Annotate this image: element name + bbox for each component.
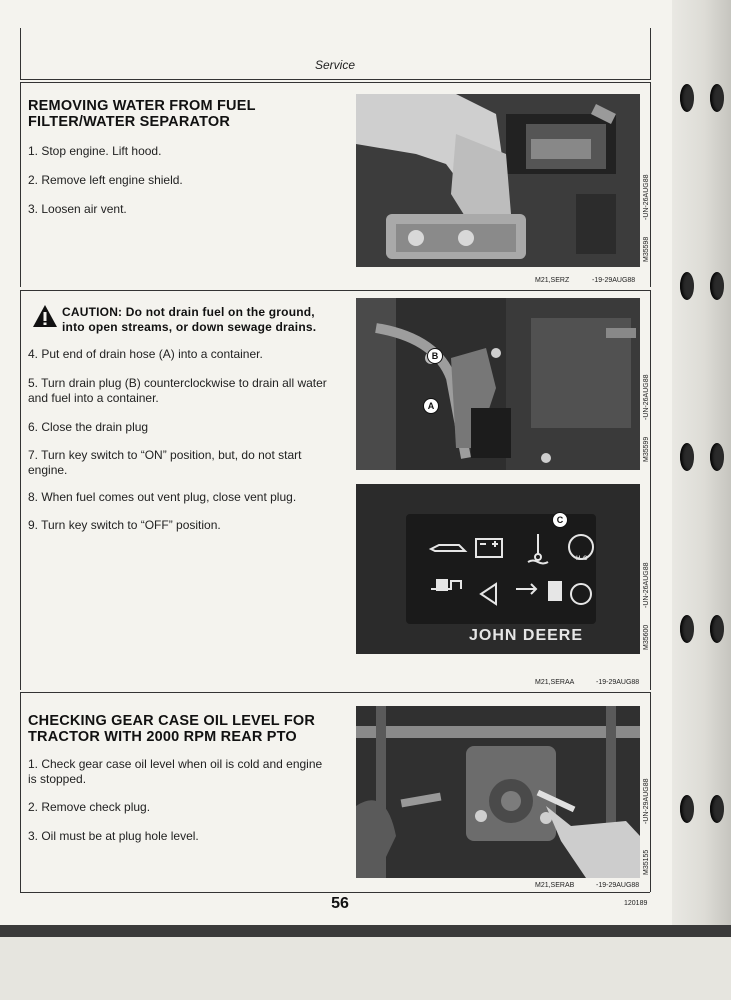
section3-bottom-rule: [20, 892, 650, 893]
indicator-panel-photo: [356, 484, 640, 654]
section3-step: 3. Oil must be at plug hole level.: [28, 829, 199, 843]
section2-right-rule: [650, 290, 651, 690]
section2-left-rule: [20, 290, 21, 690]
document-code: 120189: [624, 900, 648, 907]
section3-step: is stopped.: [28, 772, 87, 786]
section3-footer-date: -19-29AUG88: [596, 882, 640, 889]
section1-left-rule: [20, 82, 21, 287]
photo3-side-date: -UN-26AUG88: [643, 562, 650, 608]
drain-hose-photo: [356, 298, 640, 470]
binder-hole: [680, 615, 694, 643]
section3-footer-code: M21,SERAB: [535, 882, 575, 889]
gear-case-photo: [356, 706, 640, 878]
section1-top-rule: [20, 82, 650, 83]
header-underline: [20, 79, 650, 80]
section2-step: engine.: [28, 463, 68, 477]
section2-step: 4. Put end of drain hose (A) into a container.: [28, 347, 263, 361]
page-edge-shadow: [0, 925, 731, 937]
section1-right-rule: [650, 82, 651, 287]
section2-step: 8. When fuel comes out vent plug, close vent plug.: [28, 490, 297, 504]
scan-bottom-margin: [0, 925, 731, 1000]
fuel-filter-photo: [356, 94, 640, 267]
section2-footer-date: -19-29AUG88: [596, 679, 640, 686]
photo4-side-date: -UN-29AUG88: [643, 778, 650, 824]
photo1-side-date: -UN-26AUG88: [643, 174, 650, 220]
binder-hole: [680, 795, 694, 823]
callout-b: B: [427, 348, 443, 364]
binder-hole: [680, 443, 694, 471]
photo2-side-date: -UN-26AUG88: [643, 374, 650, 420]
header-rule-right: [650, 28, 651, 80]
section3-top-rule: [20, 692, 650, 693]
caution-line1: CAUTION: Do not drain fuel on the ground,: [62, 305, 315, 319]
binder-hole: [710, 443, 724, 471]
john-deere-brand: JOHN DEERE: [468, 627, 584, 644]
caution-triangle-icon: [32, 304, 58, 328]
page-number: 56: [331, 895, 349, 912]
page-spine: [672, 0, 731, 925]
photo4-side-code: M35155: [643, 849, 650, 875]
section3-step: 1. Check gear case oil level when oil is cold and engine: [28, 757, 323, 771]
section2-step: 7. Turn key switch to “ON” position, but, do not start: [28, 448, 302, 462]
section2-step: and fuel into a container.: [28, 391, 159, 405]
callout-c: C: [552, 512, 568, 528]
section3-step: 2. Remove check plug.: [28, 800, 151, 814]
binder-hole: [710, 84, 724, 112]
binder-hole: [680, 272, 694, 300]
section2-step: 9. Turn key switch to “OFF” position.: [28, 518, 221, 532]
callout-a: A: [423, 398, 439, 414]
section3-right-rule: [650, 692, 651, 892]
section-header: Service: [314, 58, 355, 72]
section1-title-line1: REMOVING WATER FROM FUEL: [28, 98, 256, 114]
section3-title-line1: CHECKING GEAR CASE OIL LEVEL FOR: [28, 713, 316, 729]
section1-step: 1. Stop engine. Lift hood.: [28, 144, 162, 158]
section3-left-rule: [20, 692, 21, 892]
binder-hole: [710, 272, 724, 300]
section3-title-line2: TRACTOR WITH 2000 RPM REAR PTO: [28, 729, 297, 745]
section1-footer-code: M21,SERZ: [535, 277, 570, 284]
binder-hole: [680, 84, 694, 112]
photo1-side-code: M35598: [643, 236, 650, 262]
section1-step: 3. Loosen air vent.: [28, 202, 127, 216]
photo3-side-code: M35600: [643, 624, 650, 650]
section2-footer-code: M21,SERAA: [535, 679, 575, 686]
binder-hole: [710, 615, 724, 643]
water-indicator-label: H₂O: [576, 556, 588, 562]
photo2-side-code: M35599: [643, 436, 650, 462]
section1-title-line2: FILTER/WATER SEPARATOR: [28, 114, 231, 130]
binder-hole: [710, 795, 724, 823]
caution-line2: into open streams, or down sewage drains.: [62, 320, 317, 334]
section1-step: 2. Remove left engine shield.: [28, 173, 183, 187]
section2-step: 5. Turn drain plug (B) counterclockwise to drain all water: [28, 376, 327, 390]
section2-top-rule: [20, 290, 650, 291]
section2-step: 6. Close the drain plug: [28, 420, 149, 434]
header-rule-left: [20, 28, 21, 80]
section1-footer-date: -19-29AUG88: [592, 277, 636, 284]
